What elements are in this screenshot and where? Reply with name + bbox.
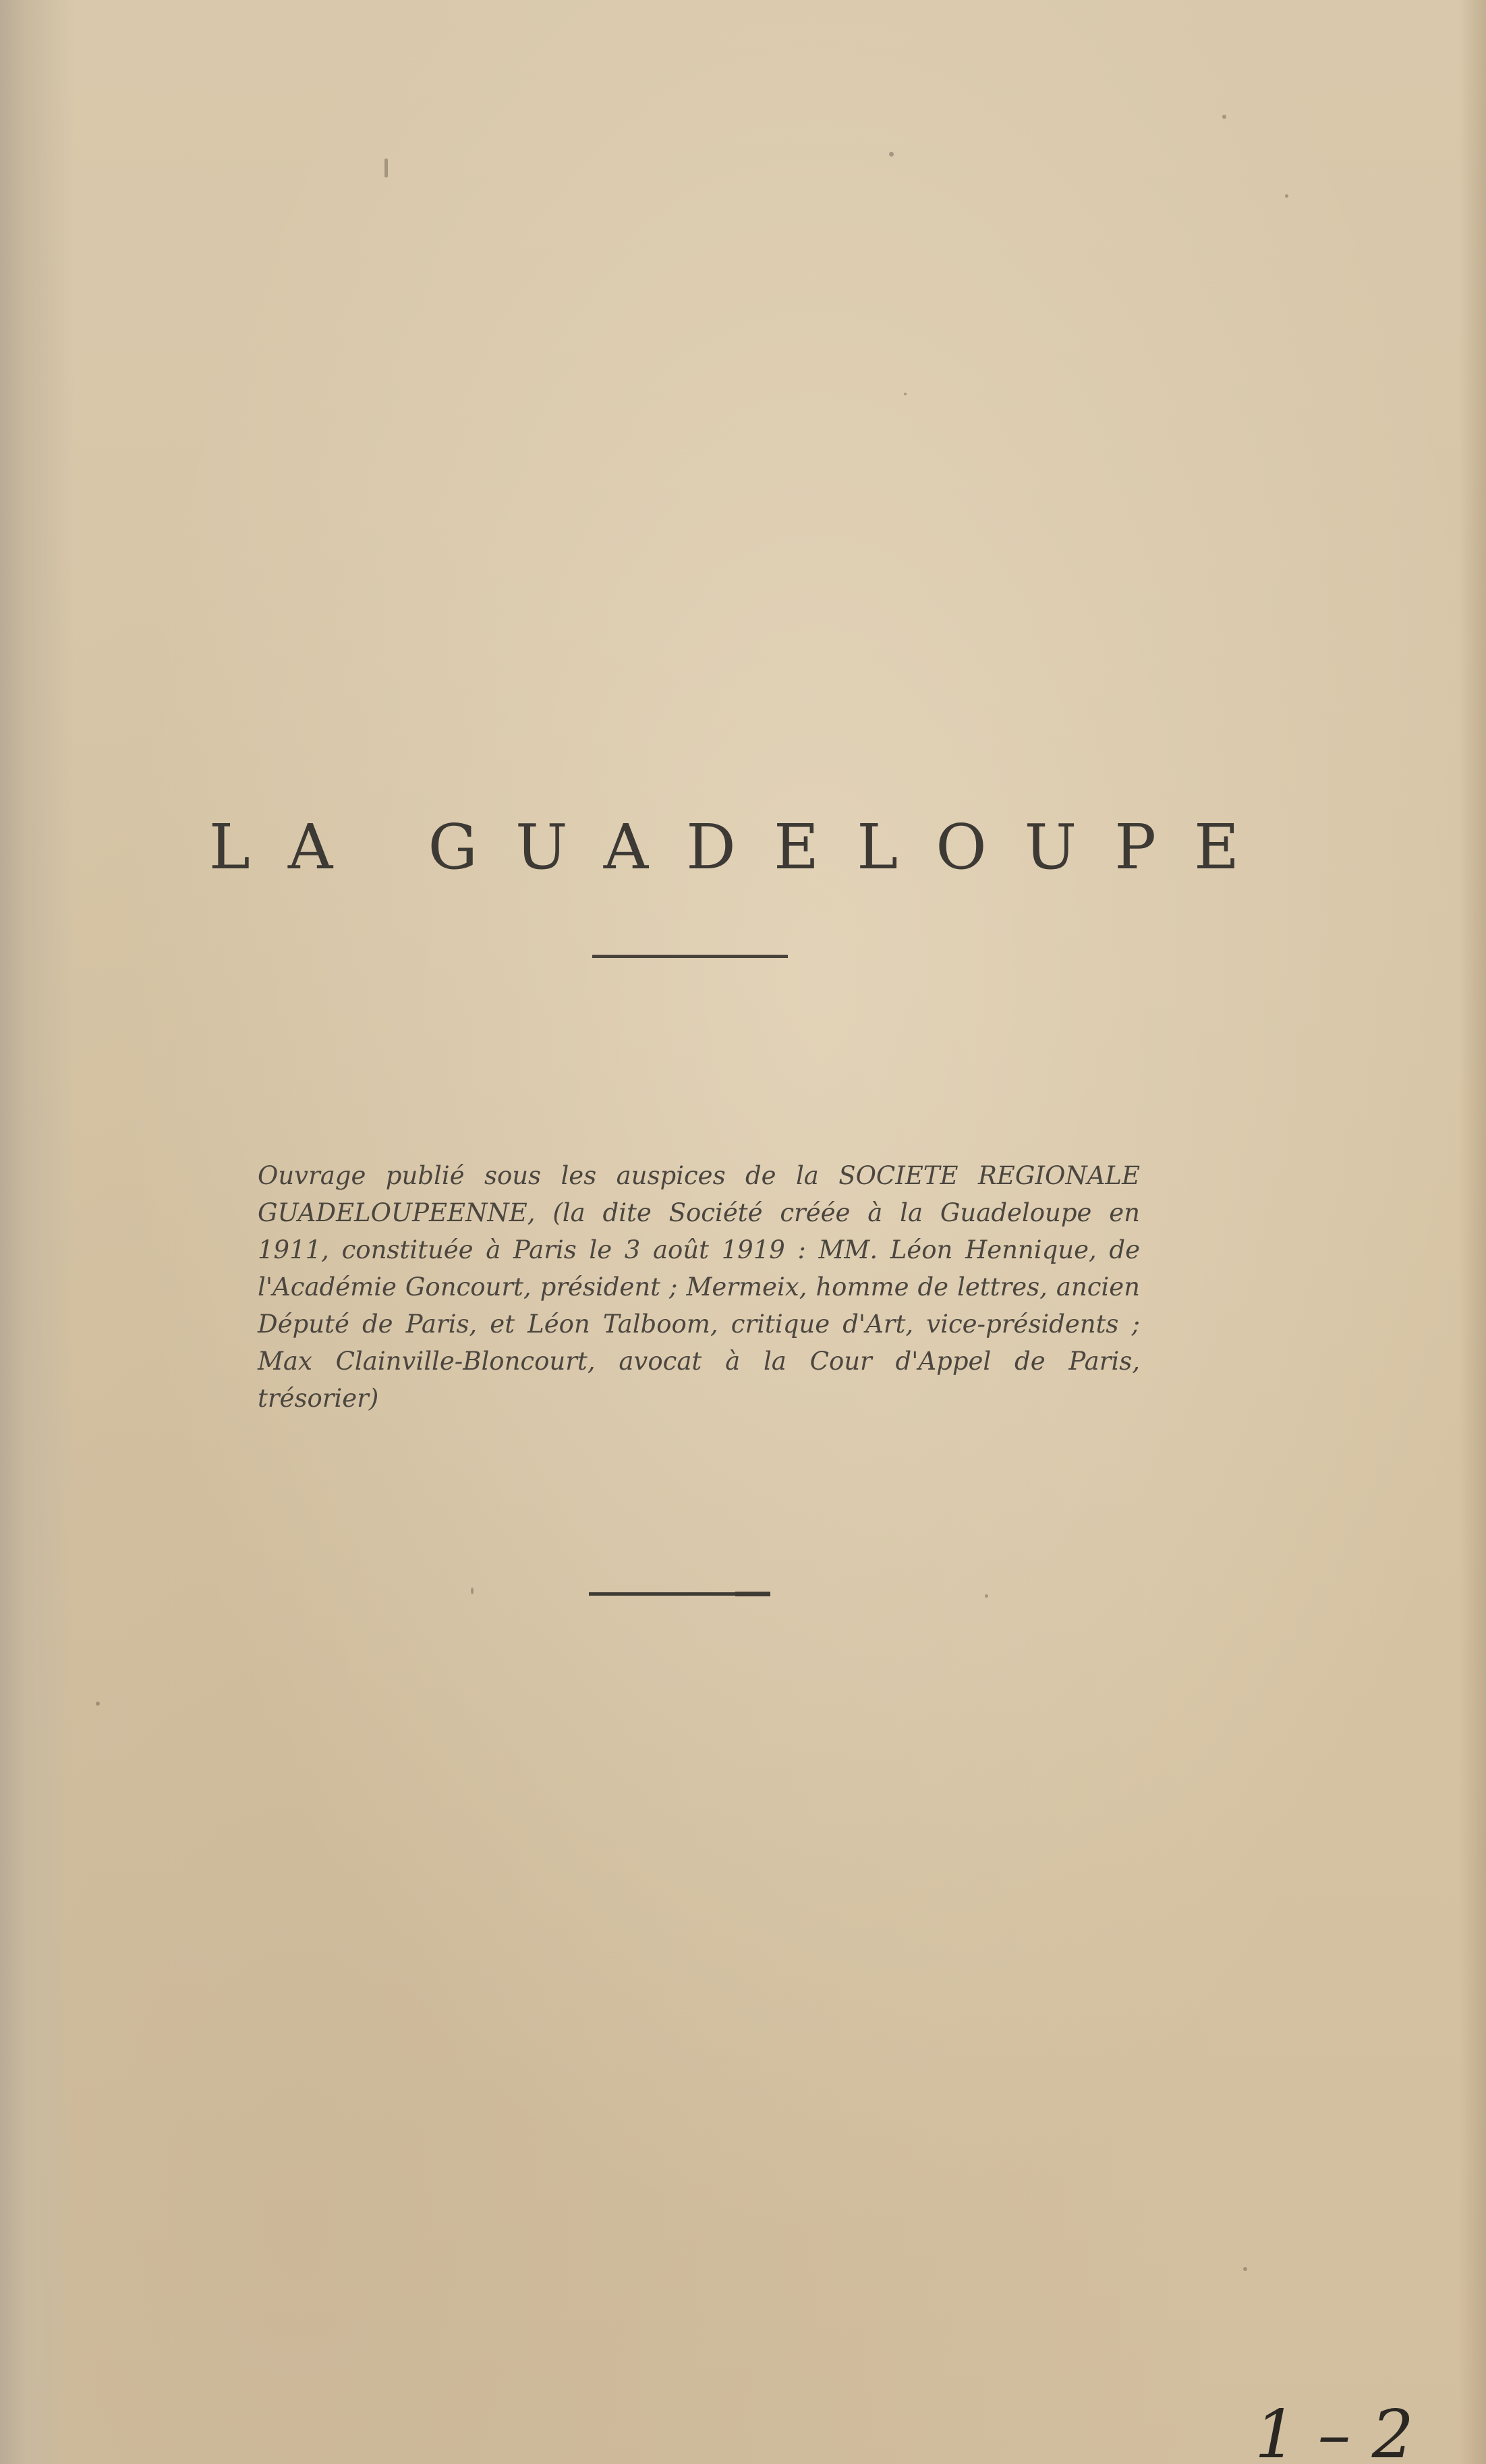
paper-speck (1222, 115, 1226, 119)
handwritten-shelfmark: 1 – 2 (1255, 2397, 1414, 2464)
paper-speck (904, 393, 907, 395)
paper-speck (1243, 2267, 1247, 2271)
paper-speck (384, 159, 388, 177)
imprint-note: Ouvrage publié sous les auspices de la SOCIETE REGIONALE GUADELOUPEENNE, (la dite Société créée à la Guadeloupe en 1911, constituée à Paris le 3 août 1919 : MM. Léon Hennique, de l'Académie Goncourt, président ; Mermeix, homme de lettres, ancien Député de Paris, et Léon Talboom, critique d'Art, vice-présidents ; Max Clainville-Bloncourt, avocat à la Cour d'Appel de Paris, trésorier) (258, 1161, 1140, 1413)
paper-speck (471, 1588, 474, 1594)
paper-speck (96, 1702, 100, 1706)
page-edge-shadow (1459, 0, 1486, 2464)
paper-speck (1285, 194, 1288, 198)
page-edge-wear (0, 0, 74, 2464)
title-divider (592, 955, 788, 958)
paper-speck (985, 1594, 988, 1598)
imprint-divider-end (735, 1592, 770, 1596)
document-title: LA GUADELOUPE (208, 811, 1278, 883)
paper-speck (889, 152, 894, 157)
